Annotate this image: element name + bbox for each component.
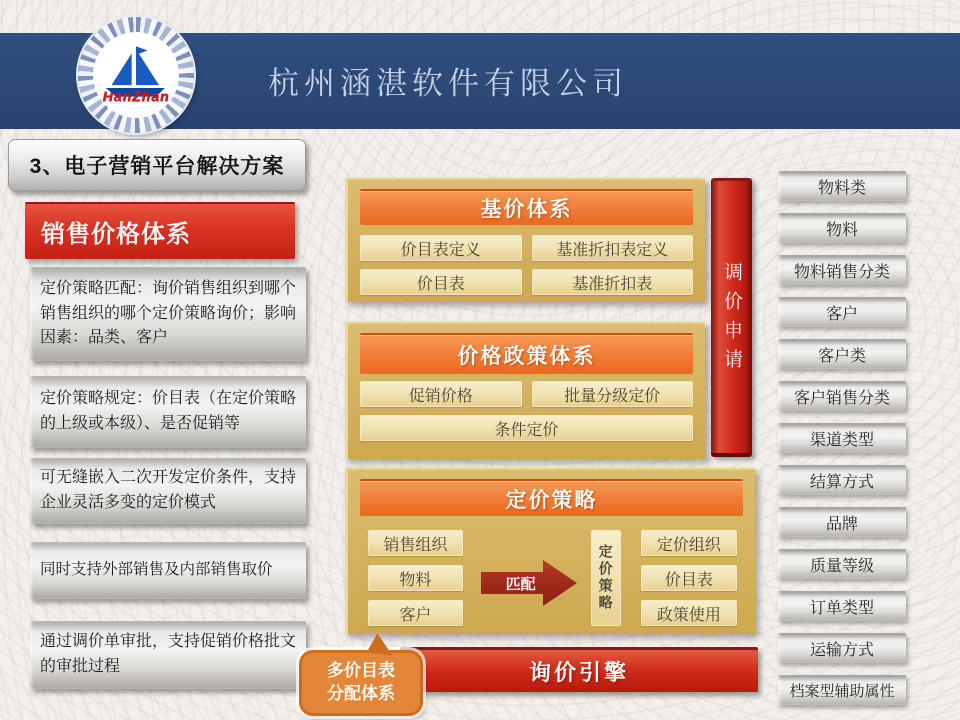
panel-base-price bbox=[345, 178, 705, 302]
callout-tail bbox=[367, 632, 396, 655]
attr-quality-grade: 质量等级 bbox=[778, 549, 906, 579]
note-pricing-strategy-match bbox=[30, 267, 306, 361]
block-price-list: 价目表 bbox=[360, 269, 522, 295]
left-heading: 销售价格体系 bbox=[25, 202, 295, 259]
attr-transport-method: 运输方式 bbox=[778, 633, 906, 663]
block-customer: 客户 bbox=[368, 600, 463, 626]
logo-text: HanZhan bbox=[102, 88, 170, 104]
note-text: 通过调价单审批，支持促销价格批文的审批过程 bbox=[40, 633, 297, 675]
block-pricing-strategy-pivot: 定价策略 bbox=[591, 530, 621, 626]
attr-brand: 品牌 bbox=[778, 507, 906, 537]
panel-price-policy bbox=[345, 322, 705, 459]
attr-material: 物料 bbox=[778, 213, 906, 243]
note-pricing-strategy-rule bbox=[30, 376, 306, 448]
callout-line: 多价目表 bbox=[327, 661, 395, 681]
block-sales-org: 销售组织 bbox=[368, 530, 463, 556]
attr-order-type: 订单类型 bbox=[778, 591, 906, 621]
match-arrow-label: 匹配 bbox=[505, 576, 536, 593]
attr-customer: 客户 bbox=[778, 297, 906, 327]
panel-price-policy-title: 价格政策体系 bbox=[360, 333, 693, 374]
company-logo bbox=[78, 17, 194, 133]
note-custom-conditions bbox=[30, 458, 306, 524]
note-text: 可无缝嵌入二次开发定价条件，支持企业灵活多变的定价模式 bbox=[40, 469, 297, 511]
logo-inner-circle bbox=[93, 32, 179, 118]
block-material: 物料 bbox=[368, 565, 463, 591]
slide-title: 3、电子营销平台解决方案 bbox=[8, 139, 306, 191]
note-text: 定价策略规定：价目表（在定价策略的上级或本级）、是否促销等 bbox=[40, 390, 297, 432]
company-name: 杭州涵湛软件有限公司 bbox=[268, 66, 628, 101]
attr-customer-class: 客户类 bbox=[778, 339, 906, 369]
block-conditional-pricing: 条件定价 bbox=[360, 415, 693, 441]
panel-base-price-buttons bbox=[360, 235, 693, 295]
panel-price-policy-buttons bbox=[360, 381, 693, 441]
price-adjust-request-bar: 调价申请 bbox=[711, 178, 752, 457]
attr-channel-type: 渠道类型 bbox=[778, 423, 906, 453]
block-price-list-out: 价目表 bbox=[641, 565, 737, 591]
callout-line: 分配体系 bbox=[327, 684, 395, 703]
strategy-match-row bbox=[360, 530, 743, 626]
strategy-inputs bbox=[368, 530, 463, 626]
note-text: 同时支持外部销售及内部销售取价 bbox=[40, 561, 273, 579]
attr-customer-sales-class: 客户销售分类 bbox=[778, 381, 906, 411]
block-base-discount-table: 基准折扣表 bbox=[532, 269, 694, 295]
note-text: 定价策略匹配：询价销售组织到哪个销售组织的哪个定价策略询价；影响因素：品类、客户 bbox=[40, 279, 297, 347]
block-price-list-definition: 价目表定义 bbox=[360, 235, 522, 261]
match-arrow bbox=[481, 560, 577, 611]
attr-settlement-method: 结算方式 bbox=[778, 465, 906, 495]
attr-material-sales-class: 物料销售分类 bbox=[778, 255, 906, 285]
note-approval bbox=[30, 621, 306, 689]
attr-archive-aux-attribute: 档案型辅助属性 bbox=[778, 675, 906, 705]
panel-pricing-strategy bbox=[345, 468, 755, 634]
strategy-outputs bbox=[641, 530, 737, 626]
block-policy-usage: 政策使用 bbox=[641, 600, 737, 626]
block-pricing-org: 定价组织 bbox=[641, 530, 737, 556]
block-base-discount-definition: 基准折扣表定义 bbox=[532, 235, 694, 261]
panel-base-price-title: 基价体系 bbox=[360, 189, 693, 225]
block-tiered-pricing: 批量分级定价 bbox=[532, 381, 694, 407]
block-promo-price: 促销价格 bbox=[360, 381, 522, 407]
inquiry-engine-bar: 询价引擎 bbox=[400, 647, 758, 692]
panel-pricing-strategy-title: 定价策略 bbox=[360, 479, 743, 516]
attr-material-class: 物料类 bbox=[778, 171, 906, 201]
note-internal-external bbox=[30, 542, 306, 599]
multi-pricelist-callout bbox=[299, 650, 423, 716]
attribute-list bbox=[778, 171, 906, 705]
